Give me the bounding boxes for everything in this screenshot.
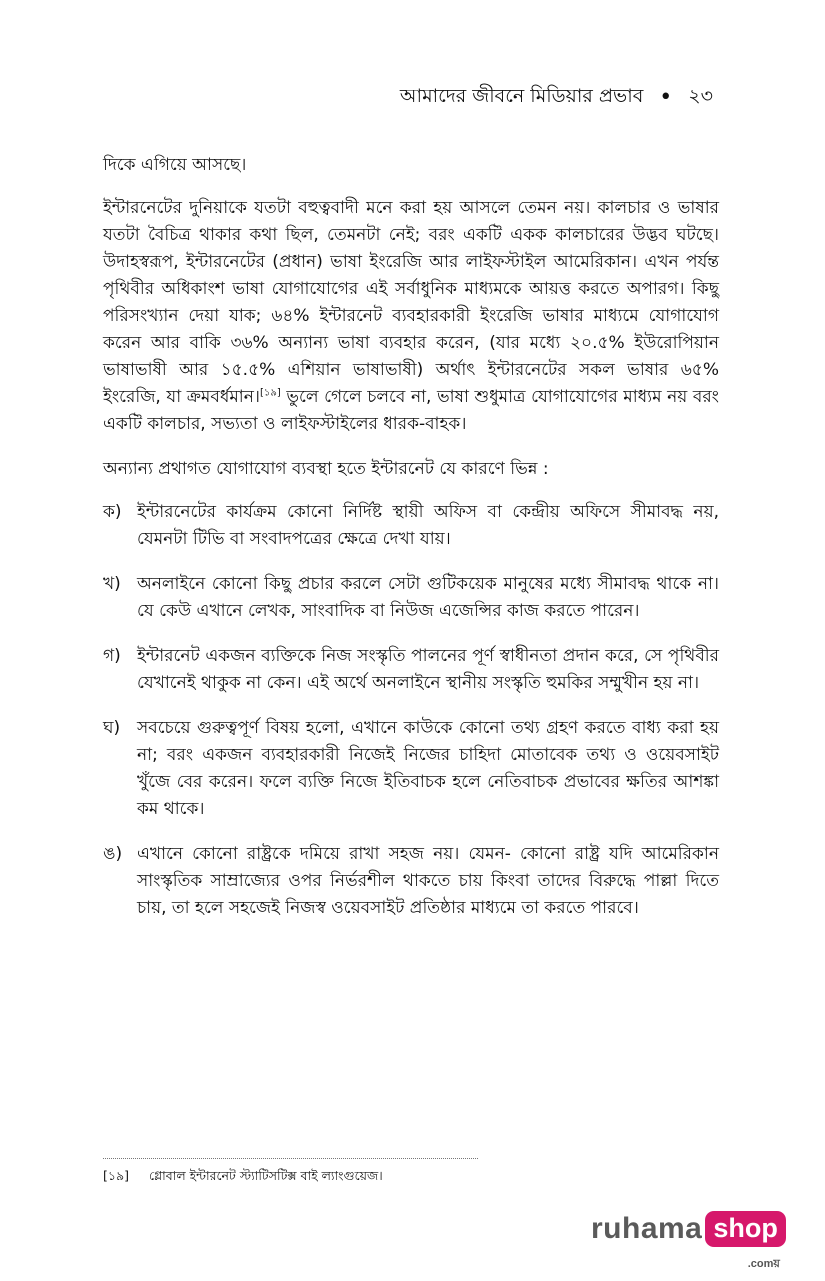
page-number: ২৩ bbox=[688, 85, 713, 107]
list-marker: ক) bbox=[103, 502, 122, 522]
list-item bbox=[103, 715, 719, 823]
list-item-text: ইন্টারনেটের কার্যক্রম কোনো নির্দিষ্ট স্থায়ী অফিস বা কেন্দ্রীয় অফিসে সীমাবদ্ধ নয়, যেমনটা টিভি বা সংবাদপত্রের ক্ষেত্রে দেখা যায়। bbox=[137, 502, 719, 549]
reasons-list bbox=[103, 499, 719, 922]
list-marker: খ) bbox=[103, 574, 121, 594]
footnote-reference[interactable]: [১৯] bbox=[259, 387, 281, 399]
logo-shop-badge bbox=[705, 1211, 786, 1270]
list-marker: ঘ) bbox=[103, 718, 121, 738]
running-header bbox=[400, 82, 713, 114]
header-separator: • bbox=[659, 85, 673, 110]
list-intro: অন্যান্য প্রথাগত যোগাযোগ ব্যবস্থা হতে ইন্টারনেট যে কারণে ভিন্ন : bbox=[103, 459, 549, 479]
paragraph-text: ইন্টারনেটের দুনিয়াকে যতটা বহুত্ববাদী মনে করা হয় আসলে তেমন নয়। কালচার ও ভাষার যতটা বৈচিত্র থাকার কথা ছিল, তেমনটা নেই; বরং একটি একক কালচারের উদ্ভব ঘটছে। উদাহস্বরূপ, ইন্টারনেটের (প্রধান) ভাষা ইংরেজি আর লাইফস্টাইল আমেরিকান। এখন পর্যন্ত পৃথিবীর অধিকাংশ ভাষা যোগাযোগের এই সর্বাধুনিক মাধ্যমকে আয়ত্ত করতে অপারগ। কিছু পরিসংখ্যান দেয়া যাক; ৬৪% ইন্টারনেট ব্যবহারকারী ইংরেজি ভাষার মাধ্যমে যোগাযোগ করেন আর বাকি ৩৬% অন্যান্য ভাষা ব্যবহার করেন, (যার মধ্যে ২০.৫% ইউরোপিয়ান ভাষাভাষী আর ১৫.৫% এশিয়ান ভাষাভাষী) অর্থাৎ ইন্টারনেটের সকল ভাষার ৬৫% ইংরেজি, যা ক্রমবর্ধমান। bbox=[103, 198, 719, 407]
logo-wordmark: ruhama bbox=[591, 1212, 703, 1245]
main-text bbox=[103, 152, 719, 940]
list-item-text: অনলাইনে কোনো কিছু প্রচার করলে সেটা গুটিকয়েক মানুষের মধ্যে সীমাবদ্ধ থাকে না। যে কেউ এখানে লেখক, সাংবাদিক বা নিউজ এজেন্সির কাজ করতে পারেন। bbox=[137, 574, 719, 621]
list-item bbox=[103, 499, 719, 553]
running-title: আমাদের জীবনে মিডিয়ার প্রভাব bbox=[399, 85, 644, 107]
continuation-line: দিকে এগিয়ে আসছে। bbox=[103, 155, 247, 175]
paragraph-internet-culture bbox=[103, 195, 719, 438]
footnote bbox=[103, 1168, 703, 1188]
footnote-divider bbox=[103, 1158, 478, 1159]
list-item bbox=[103, 841, 719, 922]
logo-shop-text: shop bbox=[713, 1213, 778, 1243]
list-item-text: সবচেয়ে গুরুত্বপূর্ণ বিষয় হলো, এখানে কাউকে কোনো তথ্য গ্রহণ করতে বাধ্য করা হয় না; বরং একজন ব্যবহারকারী নিজেই নিজের চাহিদা মোতাবেক তথ্য ও ওয়েবসাইট খুঁজে বের করেন। ফলে ব্যক্তি নিজে ইতিবাচক হলে নেতিবাচক প্রভাবের ক্ষতির আশঙ্কা কম থাকে। bbox=[137, 718, 719, 819]
list-item-text: এখানে কোনো রাষ্ট্রকে দমিয়ে রাখা সহজ নয়। যেমন- কোনো রাষ্ট্র যদি আমেরিকান সাংস্কৃতিক সাম্রাজ্যের ওপর নির্ভরশীল থাকতে চায় কিংবা তাদের বিরুদ্ধে পাল্লা দিতে চায়, তা হলে সহজেই নিজস্ব ওয়েবসাইট প্রতিষ্ঠার মাধ্যমে তা করতে পারবে। bbox=[137, 844, 719, 918]
list-item-text: ইন্টারনেট একজন ব্যক্তিকে নিজ সংস্কৃতি পালনের পূর্ণ স্বাধীনতা প্রদান করে, সে পৃথিবীর যেখানেই থাকুক না কেন। এই অর্থে অনলাইনে স্থানীয় সংস্কৃতি হুমকির সম্মুখীন হয় না। bbox=[137, 646, 719, 693]
list-item bbox=[103, 643, 719, 697]
footnote-text: গ্লোবাল ইন্টারনেট স্ট্যাটিসটিক্স বাই ল্যাংগুয়েজ। bbox=[148, 1168, 383, 1183]
paragraph-text-continued: ভুলে গেলে চলবে না, ভাষা শুধুমাত্র যোগাযোগের মাধ্যম নয় বরং একটি কালচার, সভ্যতা ও লাইফস্টাইলের ধারক-বাহক। bbox=[103, 387, 720, 434]
logo-domain-suffix: .comয় bbox=[747, 1258, 780, 1270]
list-marker: গ) bbox=[103, 646, 121, 666]
footnote-number: [১৯] bbox=[103, 1168, 129, 1183]
list-marker: ঙ) bbox=[103, 844, 123, 864]
publisher-logo bbox=[591, 1211, 780, 1270]
list-item bbox=[103, 571, 719, 625]
